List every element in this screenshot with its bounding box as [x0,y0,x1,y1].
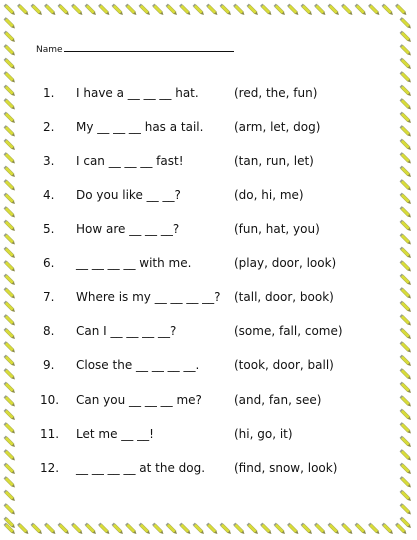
pencil-icon [4,31,17,44]
pencil-icon [400,125,413,138]
pencil-icon [233,523,246,536]
pencil-icon [4,193,17,206]
question-sentence: I have a __ __ __ hat. [76,86,199,100]
pencil-icon [400,233,413,246]
question-sentence: __ __ __ __ with me. [76,256,192,270]
pencil-icon [4,98,17,111]
word-choices: (do, hi, me) [234,188,304,202]
pencil-icon [125,523,138,536]
pencil-icon [355,523,368,536]
pencil-icon [301,523,314,536]
pencil-icon [4,463,17,476]
pencil-icon [4,17,17,30]
pencil-icon [4,395,17,408]
word-choices: (find, snow, look) [234,461,338,475]
pencil-icon [4,449,17,462]
pencil-icon [260,523,273,536]
pencil-icon [4,490,17,503]
question-number: 5. [43,222,55,236]
pencil-icon [400,206,413,219]
pencil-icon [400,490,413,503]
pencil-icon [328,523,341,536]
question-sentence: I can __ __ __ fast! [76,154,184,168]
pencil-icon [400,220,413,233]
pencil-icon [98,4,111,17]
question-number: 9. [43,358,55,372]
word-choices: (took, door, ball) [234,358,334,372]
pencil-icon [400,247,413,260]
pencil-icon [193,4,206,17]
pencil-icon [287,523,300,536]
pencil-icon [400,58,413,71]
pencil-icon [400,17,413,30]
name-field[interactable] [36,43,234,55]
pencil-icon [4,355,17,368]
question-number: 3. [43,154,55,168]
pencil-icon [4,166,17,179]
pencil-icon [355,4,368,17]
pencil-icon [400,287,413,300]
pencil-icon [4,71,17,84]
pencil-icon [400,463,413,476]
pencil-icon [400,355,413,368]
pencil-icon [400,368,413,381]
question-number: 1. [43,86,55,100]
pencil-icon [139,523,152,536]
question-number: 10. [40,393,60,407]
pencil-icon [4,85,17,98]
pencil-icon [400,260,413,273]
pencil-icon [400,382,413,395]
pencil-icon [4,314,17,327]
pencil-icon [179,523,192,536]
pencil-icon [274,523,287,536]
pencil-icon [341,523,354,536]
pencil-icon [287,4,300,17]
pencil-icon [400,98,413,111]
pencil-icon [31,523,44,536]
pencil-icon [301,4,314,17]
pencil-icon [71,523,84,536]
pencil-icon [4,301,17,314]
pencil-icon [382,523,395,536]
pencil-icon [58,523,71,536]
pencil-icon [233,4,246,17]
pencil-icon [400,31,413,44]
pencil-icon [193,523,206,536]
question-sentence: Let me __ __! [76,427,154,441]
pencil-icon [4,179,17,192]
pencil-icon [4,341,17,354]
pencil-icon [4,233,17,246]
pencil-icon [400,395,413,408]
pencil-icon [400,193,413,206]
pencil-icon [139,4,152,17]
pencil-icon [125,4,138,17]
question-sentence: How are __ __ __? [76,222,180,236]
pencil-icon [368,523,381,536]
pencil-icon [328,4,341,17]
pencil-icon [400,112,413,125]
question-sentence: Can you __ __ __ me? [76,393,202,407]
pencil-icon [400,503,413,516]
word-choices: (red, the, fun) [234,86,318,100]
name-blank-line[interactable] [64,43,234,52]
pencil-icon [400,179,413,192]
word-choices: (arm, let, dog) [234,120,321,134]
question-number: 11. [40,427,60,441]
pencil-icon [400,274,413,287]
pencil-icon [4,125,17,138]
pencil-icon [44,4,57,17]
pencil-icon [4,328,17,341]
pencil-icon [274,4,287,17]
pencil-icon [341,4,354,17]
pencil-icon [400,85,413,98]
pencil-icon [400,341,413,354]
pencil-icon [314,523,327,536]
pencil-icon [400,436,413,449]
pencil-icon [260,4,273,17]
pencil-icon [98,523,111,536]
pencil-icon [400,449,413,462]
pencil-icon [382,4,395,17]
question-sentence: Can I __ __ __ __? [76,324,177,338]
pencil-icon [400,152,413,165]
question-number: 7. [43,290,55,304]
pencil-icon [44,523,57,536]
pencil-icon [400,476,413,489]
pencil-icon [206,523,219,536]
pencil-icon [400,314,413,327]
pencil-icon [220,523,233,536]
word-choices: (and, fan, see) [234,393,322,407]
name-label: Name [36,45,63,55]
pencil-icon [112,523,125,536]
question-sentence: Close the __ __ __ __. [76,358,200,372]
pencil-icon [220,4,233,17]
question-number: 4. [43,188,55,202]
pencil-icon [17,4,30,17]
pencil-icon [166,523,179,536]
pencil-icon [85,523,98,536]
pencil-icon [4,58,17,71]
pencil-icon [400,328,413,341]
question-number: 6. [43,256,55,270]
pencil-icon [400,166,413,179]
pencil-icon [400,301,413,314]
pencil-icon [152,4,165,17]
pencil-icon [4,422,17,435]
pencil-icon [400,44,413,57]
pencil-icon [400,422,413,435]
pencil-icon [206,4,219,17]
pencil-icon [4,436,17,449]
pencil-icon [4,260,17,273]
pencil-icon [247,4,260,17]
word-choices: (tall, door, book) [234,290,334,304]
pencil-icon [4,139,17,152]
question-number: 12. [40,461,60,475]
pencil-icon [4,382,17,395]
pencil-icon [4,152,17,165]
pencil-icon [4,287,17,300]
pencil-icon [112,4,125,17]
pencil-icon [4,274,17,287]
pencil-icon [4,44,17,57]
pencil-icon [4,368,17,381]
question-sentence: Where is my __ __ __ __? [76,290,221,304]
question-sentence: Do you like __ __? [76,188,181,202]
pencil-icon [400,139,413,152]
pencil-icon [400,71,413,84]
word-choices: (some, fall, come) [234,324,343,338]
pencil-icon [4,476,17,489]
question-number: 8. [43,324,55,338]
pencil-icon [166,4,179,17]
pencil-icon [58,4,71,17]
pencil-icon [31,4,44,17]
pencil-icon [368,4,381,17]
question-number: 2. [43,120,55,134]
pencil-icon [85,4,98,17]
pencil-icon [4,503,17,516]
word-choices: (play, door, look) [234,256,337,270]
pencil-icon [4,112,17,125]
pencil-icon [17,523,30,536]
pencil-icon [247,523,260,536]
word-choices: (fun, hat, you) [234,222,320,236]
word-choices: (tan, run, let) [234,154,314,168]
question-sentence: __ __ __ __ at the dog. [76,461,206,475]
pencil-icon [4,409,17,422]
pencil-icon [4,4,17,17]
question-sentence: My __ __ __ has a tail. [76,120,204,134]
pencil-icon [314,4,327,17]
pencil-icon [71,4,84,17]
pencil-icon [400,409,413,422]
pencil-icon [395,4,408,17]
pencil-icon [179,4,192,17]
word-choices: (hi, go, it) [234,427,293,441]
pencil-icon [4,206,17,219]
pencil-icon [152,523,165,536]
pencil-icon [4,220,17,233]
pencil-icon [4,247,17,260]
